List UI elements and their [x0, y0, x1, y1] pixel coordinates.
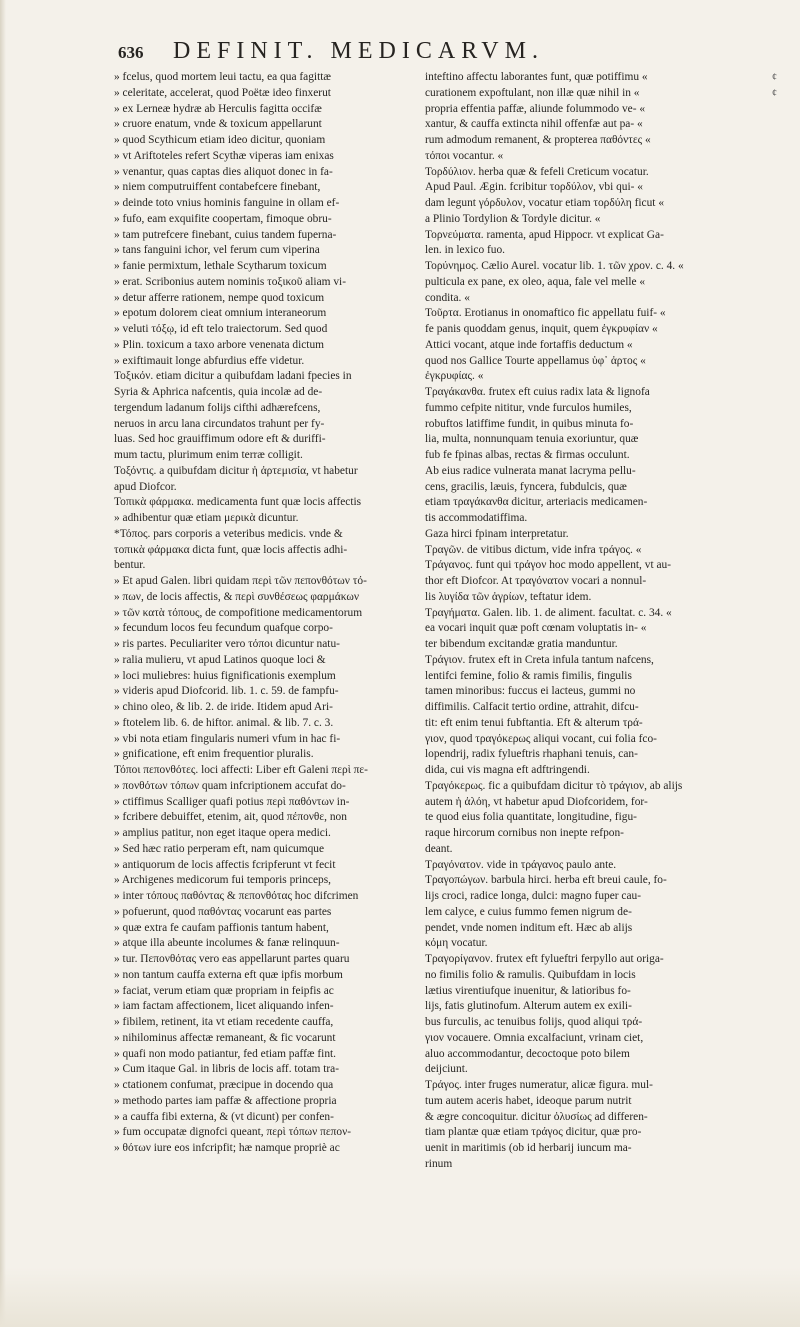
margin-mark	[772, 606, 798, 622]
right-column-line: cens, gracilis, læuis, fyncera, fubdulcis, quæ	[425, 480, 627, 493]
margin-mark	[772, 1062, 798, 1078]
margin-mark	[772, 1173, 798, 1189]
left-column-line: » loci muliebres: huius fignificationis exemplum	[114, 669, 336, 682]
left-column-line: » fecundum locos feu fecundum quafque corpo-	[114, 622, 333, 635]
margin-mark	[772, 558, 798, 574]
right-column-line: tum autem aceris habet, ideoque parum nutrit	[425, 1094, 632, 1107]
outer-margin-marks	[772, 70, 798, 1204]
right-column-line: κόμη vocatur.	[425, 937, 488, 950]
left-column-line: » detur afferre rationem, nempe quod toxicum	[114, 291, 325, 304]
left-column-line: » Archigenes medicorum fui temporis princeps,	[114, 874, 331, 887]
left-column-line: » amplius patitur, non eget itaque opera medici.	[114, 827, 331, 839]
right-column-line: Τραγοπώγων. barbula hirci. herba eft breui caule, fo-	[425, 874, 667, 887]
left-column-line: neruos in arcu lana circundatos trahunt per fy-	[114, 417, 325, 430]
left-column-line: » quæ extra fe caufam paffionis tantum habent,	[114, 921, 329, 934]
margin-mark	[772, 543, 798, 559]
right-column-line: pendet, vnde nomen inditum eft. Hæc ab alijs	[425, 921, 633, 934]
right-column-line: ter bibendum excitandæ gratia manduntur.	[425, 638, 618, 650]
margin-mark	[772, 275, 798, 291]
left-column-line: » ex Lerneæ hydræ ab Herculis fagitta occifæ	[114, 102, 322, 115]
right-column-line: te quod eius folia quantitate, longitudine, figu-	[425, 811, 637, 824]
right-column-line: tamen minoribus: fuccus ei lacteus, gummi no	[425, 685, 636, 698]
right-column-line: autem ἡ ἀλόη, vt habetur apud Diofcoridem, for-	[425, 795, 648, 808]
margin-mark	[772, 432, 798, 448]
right-column-line: Τράγος. inter fruges numeratur, alicæ figura. mul-	[425, 1079, 653, 1091]
left-column-line: » atque illa abeunte incolumes & fanæ relinquun-	[114, 937, 340, 950]
margin-mark	[772, 873, 798, 889]
right-column-line: raque hircorum cornibus non inepte refpon-	[425, 827, 624, 839]
right-column-line: fummo cefpite nititur, vnde furculos humiles,	[425, 401, 632, 414]
left-column-line: » epotum dolorem cieat omnium interaneorum	[114, 307, 327, 320]
margin-mark	[772, 590, 798, 606]
margin-mark	[772, 936, 798, 952]
margin-mark	[772, 117, 798, 133]
margin-mark	[772, 354, 798, 370]
margin-mark	[772, 1188, 798, 1204]
left-column-line: » ctiffimus Scalliger quafi potius περὶ παθόντων in-	[114, 795, 350, 808]
right-column-line: tis accommodatiffima.	[425, 512, 528, 524]
margin-mark	[772, 1047, 798, 1063]
left-column-line: Τόποι πεπονθότες. loci affecti: Liber eft Galeni περὶ πε-	[114, 764, 368, 776]
margin-mark	[772, 842, 798, 858]
left-column-line: » Plin. toxicum a taxo arbore venenata dictum	[114, 338, 325, 351]
margin-mark	[772, 243, 798, 259]
left-column-line: » celeritate, accelerat, quod Poëtæ ideo finxerut	[114, 86, 331, 99]
right-column-line: Gaza hirci fpinam interpretatur.	[425, 527, 569, 540]
margin-mark	[772, 999, 798, 1015]
right-column-line: Τραγήματα. Galen. lib. 1. de aliment. facultat. c. 34. «	[425, 606, 672, 619]
left-text-column	[114, 70, 419, 1157]
right-column-line: propria effentia paffæ, aliunde folummodo ve- «	[425, 102, 646, 115]
margin-mark	[772, 149, 798, 165]
right-column-line: Τορνεύματα. ramenta, apud Hippocr. vt explicat Ga-	[425, 228, 664, 241]
margin-mark	[772, 921, 798, 937]
margin-mark	[772, 905, 798, 921]
right-column-line: & ægre concoquitur. dicitur ὀλυσίως ad differen-	[425, 1110, 648, 1123]
right-column-line: no fimilis folio & ramulis. Quibufdam in locis	[425, 968, 636, 981]
right-column-line: γιον vocauere. Omnia excalfaciunt, vrinam ciet,	[425, 1031, 644, 1044]
right-column-line: lopendrij, radix fylueftris rhaphani tenuis, can-	[425, 748, 638, 761]
right-column-line: robuftos latiffime fundit, in quibus minuta fo-	[425, 417, 634, 430]
left-column-line: » πων, de locis affectis, & περὶ συνθέσεως φαρμάκων	[114, 590, 359, 603]
left-column-line: » videris apud Diofcorid. lib. 1. c. 59. de fampfu-	[114, 685, 339, 698]
left-column-line: » cruore enatum, vnde & toxicum appellarunt	[114, 118, 322, 131]
left-column-line: » quod Scythicum etiam ideo dicitur, quoniam	[114, 134, 326, 146]
margin-mark	[772, 810, 798, 826]
left-column-line: » fum occupatæ dignofci queant, περὶ τόπων πεπον-	[114, 1126, 352, 1139]
left-column-line: » antiquorum de locis affectis fcripferunt vt fecit	[114, 858, 336, 871]
running-title: DEFINIT. MEDICARVM.	[173, 38, 544, 64]
margin-mark	[772, 669, 798, 685]
left-column-line: » θότων iure eos infcripfit; hæ namque propriè ac	[114, 1142, 340, 1154]
left-column-line: » veluti τόξῳ, id eft telo traiectorum. Sed quod	[114, 323, 328, 335]
page-number: 636	[118, 43, 144, 62]
right-column-line: ea vocari inquit quæ poft cœnam voluptatis in- «	[425, 622, 647, 635]
margin-mark	[772, 826, 798, 842]
margin-mark: ¢	[772, 87, 777, 99]
right-column-line: etiam τραγάκανθα dicitur, arteriacis medicamen-	[425, 496, 648, 509]
left-column-line: » ftotelem lib. 6. de hiftor. animal. & lib. 7. c. 3.	[114, 716, 334, 729]
margin-mark	[772, 984, 798, 1000]
right-column-line: lentifci femine, folio & ramis fimilis, fingulis	[425, 669, 632, 682]
margin-mark	[772, 747, 798, 763]
margin-mark	[772, 1110, 798, 1126]
margin-mark	[772, 684, 798, 700]
left-column-line: » gnificatione, eft enim frequentior pluralis.	[114, 748, 314, 761]
left-column-line: » erat. Scribonius autem nominis τοξικοῦ aliam vi-	[114, 275, 347, 288]
right-column-line: Τορδύλιον. herba quæ & fefeli Creticum vocatur.	[425, 165, 649, 178]
right-column-line: Τράγανος. funt qui τράγον hoc modo appellent, vt au-	[425, 559, 671, 572]
right-column-line: Τραγάκανθα. frutex eft cuius radix lata & lignofa	[425, 386, 650, 398]
right-column-line: dida, cui vis magna eft adftringendi.	[425, 764, 590, 776]
right-column-line: fe panis quoddam genus, inquit, quem ἐγκρυφίαν «	[425, 323, 658, 335]
left-column-line: » quafi non modo patiantur, fed etiam paffæ fint.	[114, 1047, 337, 1060]
left-column-line: » venantur, quas captas dies aliquot donec in fa-	[114, 165, 333, 178]
right-column-line: lætius virentiufque inuenitur, & latioribus fo-	[425, 984, 631, 997]
right-column-line: lia, multa, nonnunquam tenuia exoriuntur, quæ	[425, 433, 639, 446]
right-column-line: lis λυγίδα τῶν ἀγρίων, teftatur idem.	[425, 590, 592, 603]
right-column-line: Τορύνημος. Cælio Aurel. vocatur lib. 1. τῶν χρον. c. 4. «	[425, 260, 684, 272]
left-column-line: » pofuerunt, quod παθόντας vocarunt eas partes	[114, 905, 332, 918]
left-column-line: » πονθότων τόπων quam infcriptionem accufat do-	[114, 779, 346, 792]
right-column-line: Apud Paul. Ægin. fcribitur τορδύλον, vbi qui- «	[425, 181, 643, 194]
margin-mark	[772, 401, 798, 417]
left-column-line: Syria & Aphrica nafcentis, quia incolæ ad de-	[114, 386, 323, 398]
left-column-line: » tans fanguini ichor, vel ferum cum viperina	[114, 244, 320, 257]
left-column-line: » niem computruiffent contabefcere finebant,	[114, 181, 321, 194]
page-gutter-shadow	[0, 0, 6, 1327]
margin-mark	[772, 385, 798, 401]
left-column-line: Τοξόντις. a quibufdam dicitur ἡ ἀρτεμισία, vt habetur	[114, 464, 358, 477]
left-column-line: » fufo, eam exquifite coopertam, fimoque obru-	[114, 212, 332, 225]
left-column-line: » vt Ariftoteles refert Scythæ viperas iam enixas	[114, 149, 334, 162]
right-column-line: Τραγῶν. de vitibus dictum, vide infra τράγος. «	[425, 543, 642, 556]
right-column-line: Τράγιον. frutex eft in Creta infula tantum nafcens,	[425, 653, 654, 666]
margin-mark	[772, 1031, 798, 1047]
left-column-line: » vbi nota etiam fingularis numeri vfum in hac fi-	[114, 732, 341, 745]
margin-mark	[772, 968, 798, 984]
margin-mark	[772, 165, 798, 181]
left-column-line: » tam putrefcere finebant, cuius tandem fuperna-	[114, 228, 337, 241]
right-column-line: fub fe fpinas albas, rectas & firmas occulunt.	[425, 449, 630, 461]
page-header	[118, 38, 758, 68]
right-column-line: Τραγορίγανον. frutex eft fylueftri ferpyllo aut origa-	[425, 953, 664, 965]
right-column-line: γιον, quod τραγόκερως aliqui vocant, cui folia fco-	[425, 732, 657, 745]
left-column-line: » inter τόπους παθόντας & πεπονθότας hoc difcrimen	[114, 890, 359, 902]
right-column-line: lijs croci, radice longa, dulci: magno fuper cau-	[425, 890, 642, 902]
right-column-line: τόποι vocantur. «	[425, 149, 504, 162]
left-column-line: » ris partes. Peculiariter vero τόποι dicuntur natu-	[114, 638, 340, 650]
margin-mark	[772, 1078, 798, 1094]
left-column-line: » exiftimauit longe abfurdius effe videtur.	[114, 354, 305, 367]
right-column-line: Τοῦρτα. Erotianus in onomaftico fic appellatu fuif- «	[425, 307, 666, 320]
left-column-line: τοπικὰ φάρμακα dicta funt, quæ locis affectis adhi-	[114, 543, 348, 556]
right-column-line: rum admodum remanent, & propterea παθόντες «	[425, 134, 651, 146]
left-column-line: » faciat, verum etiam quæ propriam in feipfis ac	[114, 984, 334, 997]
right-column-line: thor eft Diofcor. At τραγόνατον vocari a nonnul-	[425, 575, 647, 587]
margin-mark	[772, 527, 798, 543]
margin-mark	[772, 306, 798, 322]
margin-mark	[772, 621, 798, 637]
margin-mark	[772, 889, 798, 905]
margin-mark	[772, 291, 798, 307]
margin-mark	[772, 511, 798, 527]
left-column-line: » fcelus, quod mortem leui tactu, ea qua fagittæ	[114, 71, 331, 83]
margin-mark	[772, 338, 798, 354]
left-column-line: » Cum itaque Gal. in libris de locis aff. totam tra-	[114, 1063, 340, 1076]
margin-mark	[772, 763, 798, 779]
right-column-line: inteftino affectu laborantes funt, quæ potiffimu «	[425, 71, 648, 83]
margin-mark	[772, 480, 798, 496]
margin-mark	[772, 322, 798, 338]
right-column-line: Τραγόνατον. vide in τράγανος paulo ante.	[425, 858, 617, 871]
right-column-line: uenit in maritimis (ob id herbarij iuncum ma-	[425, 1142, 632, 1154]
margin-mark	[772, 212, 798, 228]
left-column-line: » fanie permixtum, lethale Scytharum toxicum	[114, 260, 327, 272]
left-column-line: » adhibentur quæ etiam μερικὰ dicuntur.	[114, 512, 299, 524]
margin-mark	[772, 653, 798, 669]
margin-mark	[772, 1094, 798, 1110]
right-column-line: diffimilis. Calfacit tertio ordine, attrahit, difcu-	[425, 701, 639, 713]
left-column-line: » τῶν κατὰ τόπους, de compofitione medicamentorum	[114, 606, 363, 619]
left-column-line: » Et apud Galen. libri quidam περὶ τῶν πεπονθότων τό-	[114, 575, 367, 587]
left-column-line: Τοξικόν. etiam dicitur a quibufdam ladani fpecies in	[114, 370, 352, 383]
right-column-line: tiam plantæ quæ etiam τράγος dicitur, quæ pro-	[425, 1126, 642, 1139]
left-column-line: luas. Sed hoc grauiffimum odore eft & duriffi-	[114, 433, 326, 446]
margin-mark	[772, 858, 798, 874]
left-column-line: » non tantum cauffa externa eft quæ ipfis morbum	[114, 968, 343, 981]
left-column-line: bentur.	[114, 559, 146, 572]
right-column-line: lijs, fatis glutinofum. Alterum autem ex exili-	[425, 1000, 632, 1013]
right-column-line: aluo accommodantur, decoctoque poto bilem	[425, 1047, 630, 1060]
margin-mark	[772, 637, 798, 653]
right-column-line: deijciunt.	[425, 1063, 468, 1076]
margin-mark	[772, 417, 798, 433]
right-column-line: a Plinio Tordylion & Tordyle dicitur. «	[425, 212, 601, 225]
left-column-line: Τοπικὰ φάρμακα. medicamenta funt quæ locis affectis	[114, 496, 362, 509]
left-column-line: » tur. Πεπονθότας vero eas appellarunt partes quaru	[114, 953, 350, 965]
margin-mark	[772, 1015, 798, 1031]
left-column-line: apud Diofcor.	[114, 480, 177, 493]
left-column-line: » deinde toto vnius hominis fanguine in ollam ef-	[114, 197, 340, 209]
right-column-line: dam legunt γόρδυλον, vocatur etiam τορδύλη ficut «	[425, 197, 665, 209]
margin-mark	[772, 1125, 798, 1141]
right-column-line: len. in lexico fuo.	[425, 244, 506, 257]
left-column-line: » ralia mulieru, vt apud Latinos quoque loci &	[114, 653, 326, 666]
margin-mark	[772, 574, 798, 590]
left-column-line: tergendum ladanum folijs cifthi adhærefcens,	[114, 401, 321, 414]
right-column-line: xantur, & cauffa extincta nihil offenfæ aut pa- «	[425, 118, 643, 131]
margin-mark: ¢	[772, 72, 777, 83]
margin-mark	[772, 795, 798, 811]
right-column-line: ἐγκρυφίας. «	[425, 370, 484, 383]
margin-mark	[772, 180, 798, 196]
right-column-line: Τραγόκερως. fic a quibufdam dicitur τὸ τράγιον, ab alijs	[425, 779, 683, 792]
left-column-line: » nihilominus affectæ remaneant, & fic vocarunt	[114, 1031, 336, 1044]
right-column-line: deant.	[425, 842, 453, 855]
margin-mark	[772, 464, 798, 480]
margin-mark	[772, 448, 798, 464]
right-column-line: quod nos Gallice Tourte appellamus ὑφ᾽ ἀρτος «	[425, 354, 646, 367]
left-column-line: » Sed hæc ratio perperam eft, nam quicumque	[114, 842, 325, 855]
margin-mark	[772, 732, 798, 748]
margin-mark	[772, 369, 798, 385]
left-column-line: » iam factam affectionem, licet aliquando infen-	[114, 1000, 334, 1013]
right-column-line: Attici vocant, atque inde fortaffis deductum «	[425, 338, 633, 351]
right-text-column	[425, 70, 770, 1173]
left-column-line: » methodo partes iam paffæ & affectione propria	[114, 1094, 337, 1107]
margin-mark	[772, 495, 798, 511]
right-column-line: condita. «	[425, 291, 470, 304]
left-column-line: *Τόπος. pars corporis a veteribus medicis. vnde &	[114, 527, 343, 540]
margin-mark	[772, 716, 798, 732]
left-column-line: » fcribere debuiffet, etenim, ait, quod πέπονθε, non	[114, 811, 347, 824]
margin-mark	[772, 102, 798, 118]
right-column-line: pulticula ex pane, ex oleo, aqua, fale vel melle «	[425, 275, 646, 288]
margin-mark	[772, 259, 798, 275]
margin-mark	[772, 779, 798, 795]
left-column-line: » a cauffa fibi externa, & (vt dicunt) per confen-	[114, 1110, 334, 1123]
right-column-line: rinum	[425, 1157, 453, 1170]
right-column-line: Ab eius radice vulnerata manat lacryma pellu-	[425, 464, 636, 477]
page-bottom-shade	[0, 1267, 800, 1327]
right-column-line: bus furculis, ac tenuibus folijs, quod aliqui τρά-	[425, 1016, 643, 1028]
right-column-line: lem calyce, e cuius fummo femen nigrum de-	[425, 905, 632, 918]
margin-mark	[772, 1157, 798, 1173]
right-column-line: tit: eft enim tenui fubftantia. Eft & alterum τρά-	[425, 716, 643, 729]
margin-mark	[772, 196, 798, 212]
margin-mark	[772, 952, 798, 968]
margin-mark	[772, 700, 798, 716]
left-column-line: » chino oleo, & lib. 2. de iride. Itidem apud Ari-	[114, 701, 333, 713]
margin-mark	[772, 228, 798, 244]
left-column-line: » ctationem confumat, præcipue in docendo qua	[114, 1079, 334, 1091]
left-column-line: » fibilem, retinent, ita vt etiam recedente cauffa,	[114, 1016, 334, 1028]
right-column-line: curationem expoftulant, non illæ quæ nihil in «	[425, 86, 640, 99]
left-column-line: mum tactu, plurimum enim terræ colligit.	[114, 449, 303, 461]
margin-mark	[772, 133, 798, 149]
margin-mark	[772, 1141, 798, 1157]
